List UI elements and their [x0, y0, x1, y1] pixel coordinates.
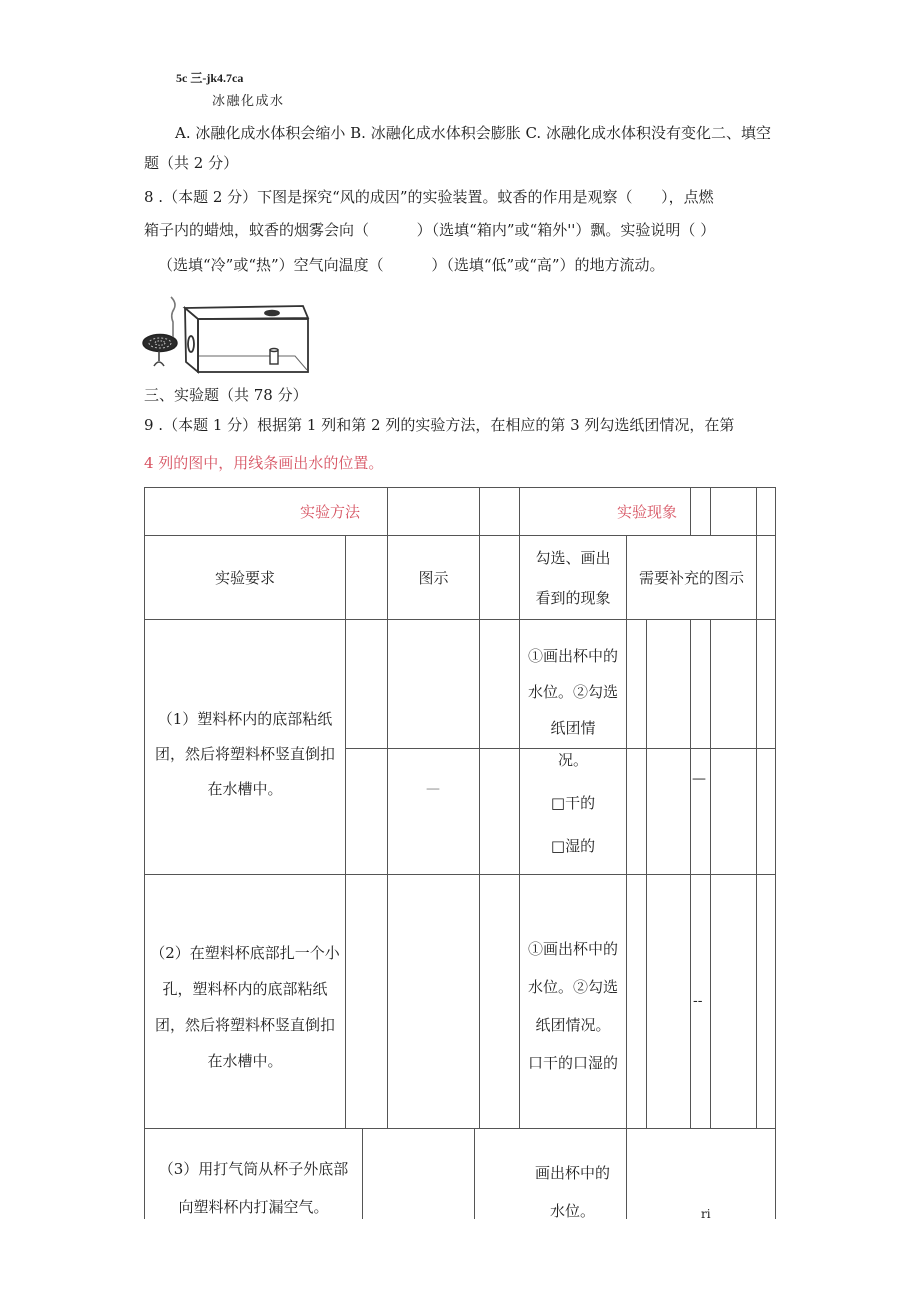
header-phenomenon-label: 实验现象 — [616, 503, 677, 521]
figure-caption: 冰融化成水 — [212, 94, 285, 109]
table-cell-empty — [710, 619, 757, 749]
row1-diagram-top — [387, 619, 480, 749]
requirement-line: （2）在塑料杯底部扎一个小 — [150, 943, 340, 962]
dash-mark: — — [426, 781, 440, 797]
observe-line: 水位。②勾选 — [527, 977, 618, 996]
table-cell-empty — [479, 487, 520, 536]
checkbox-wet: □湿的 — [550, 837, 596, 855]
table-cell-empty — [345, 619, 388, 749]
row1-diagram-bottom — [387, 748, 480, 875]
observe-line: 画出杯中的 — [534, 1164, 610, 1182]
q8-line-3: （选填“冷”或“热”）空气向温度（ ）（选填“低”或“高”）的地方流动。 — [158, 256, 665, 274]
section3-title: 三、实验题（共 78 分） — [144, 386, 308, 404]
table-cell-empty — [345, 748, 388, 875]
table-cell-empty — [345, 535, 388, 620]
header-method-label: 实验方法 — [299, 503, 360, 521]
header-observe-line: 勾选、画出 — [535, 548, 611, 567]
table-cell-empty — [710, 874, 757, 1129]
table-cell-empty — [479, 535, 520, 620]
table-cell-empty — [756, 874, 776, 1129]
row1-observe-bottom — [519, 748, 627, 875]
observe-line: 水位。②勾选 — [527, 683, 618, 701]
table-cell-empty — [756, 487, 776, 536]
q9-line-2: 4 列的图中，用线条画出水的位置。 — [144, 454, 384, 472]
row1-observe-top — [519, 619, 627, 749]
q7-options: A. 冰融化成水体积会缩小 B. 冰融化成水体积会膨胀 C. 冰融化成水体积没有变化二、填空 — [175, 124, 771, 142]
table-cell-empty — [756, 748, 776, 875]
header-method — [144, 487, 388, 536]
table-cell-empty — [646, 619, 691, 749]
requirement-line: 在水槽中。 — [207, 1051, 283, 1070]
header-supplement-label: 需要补充的图示 — [638, 569, 744, 587]
observe-line: ①画出杯中的 — [527, 647, 618, 665]
requirement-line: （3）用打气筒从杯子外底部 — [158, 1160, 349, 1178]
row3-requirement — [144, 1128, 363, 1219]
row1-requirement — [144, 619, 346, 875]
header-observe-line: 看到的现象 — [535, 588, 611, 607]
q9-line-1: 9 .（本题 1 分）根据第 1 列和第 2 列的实验方法，在相应的第 3 列勾选纸团情况，在第 — [144, 416, 735, 434]
row2-requirement — [144, 874, 346, 1129]
header-requirement-label: 实验要求 — [214, 569, 275, 587]
row1-supplement — [690, 748, 711, 875]
dash-mark: — — [692, 771, 706, 787]
table-cell-empty — [345, 874, 388, 1129]
observe-line: 纸团情况。 — [535, 1015, 611, 1034]
mosquito-coil-icon — [143, 335, 177, 367]
requirement-line: 团，然后将塑料杯竖直倒扣 — [154, 1015, 335, 1034]
glass-box-icon — [185, 306, 308, 372]
header-diagram — [387, 535, 480, 620]
observe-line: ①画出杯中的 — [527, 939, 618, 958]
requirement-line: （1）塑料杯内的底部粘纸 — [157, 709, 333, 728]
table-cell-empty — [690, 487, 711, 536]
requirement-line: 孔，塑料杯内的底部粘纸 — [162, 979, 328, 998]
table-cell-empty — [710, 487, 757, 536]
table-cell-empty — [756, 535, 776, 620]
header-requirement — [144, 535, 346, 620]
row2-diagram — [387, 874, 480, 1129]
header-diagram-label: 图示 — [418, 569, 449, 587]
table-cell-empty — [479, 619, 520, 749]
requirement-line: 向塑料杯内打漏空气。 — [178, 1198, 329, 1216]
observe-options — [551, 739, 595, 868]
table-cell-empty — [710, 748, 757, 875]
row3-observe — [474, 1128, 627, 1219]
table-cell-empty — [626, 748, 647, 875]
row2-supplement — [690, 874, 711, 1129]
candle-icon — [270, 349, 278, 365]
q8-line-1: 8 .（本题 2 分）下图是探究“风的成因”的实验装置。蚊香的作用是观察（ ），点燃 — [144, 188, 714, 206]
table-cell-empty — [387, 487, 480, 536]
observe-line: 况。 — [557, 751, 588, 769]
wind-experiment-figure — [140, 295, 315, 375]
row3-supplement — [626, 1128, 776, 1219]
section2-title-cont: 题（共 2 分） — [144, 154, 239, 172]
table-cell-empty — [690, 619, 711, 749]
table-cell-empty — [626, 619, 647, 749]
header-code: 5c 三-jk4.7ca — [176, 71, 244, 85]
table-cell-empty — [756, 619, 776, 749]
requirement-line: 在水槽中。 — [207, 779, 283, 798]
table-cell-empty — [646, 874, 691, 1129]
header-observe — [519, 535, 627, 620]
row3-diagram — [362, 1128, 475, 1219]
q8-line-2: 箱子内的蜡烛，蚊香的烟雾会向（ ）（选填“箱内”或“箱外''）飘。实验说明（ ） — [144, 221, 716, 239]
checkbox-dry: □干的 — [550, 794, 596, 812]
stray-mark: ri — [701, 1207, 711, 1221]
observe-line: 水位。 — [549, 1202, 595, 1220]
table-cell-empty — [626, 874, 647, 1129]
row2-observe — [519, 874, 627, 1129]
table-cell-empty — [646, 748, 691, 875]
header-supplement — [626, 535, 757, 620]
dash-mark: -- — [693, 993, 703, 1009]
smoke-icon — [171, 297, 175, 337]
header-phenomenon — [519, 487, 691, 536]
requirement-line: 团，然后将塑料杯竖直倒扣 — [154, 744, 335, 763]
table-cell-empty — [479, 874, 520, 1129]
table-cell-empty — [479, 748, 520, 875]
observe-line: 纸团情 — [550, 719, 596, 737]
checkbox-dry-wet: 口干的口湿的 — [527, 1053, 618, 1072]
